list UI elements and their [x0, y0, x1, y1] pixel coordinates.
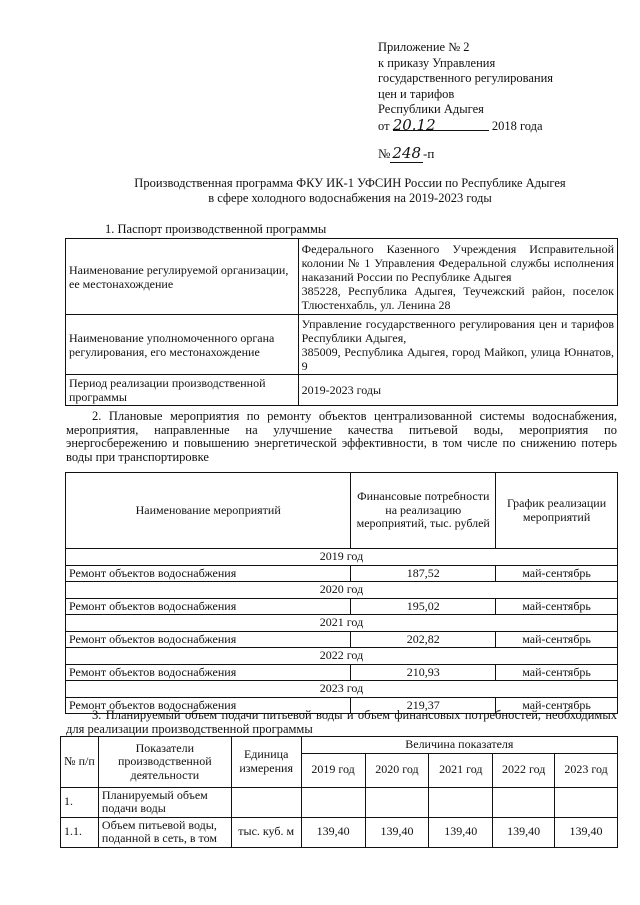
column-header: Финансовые потребности на реализацию мероприятий, тыс. рублей [351, 473, 496, 549]
appendix-date-line [378, 115, 608, 135]
table-row: Ремонт объектов водоснабжения 210,93 май-сентябрь [66, 664, 618, 681]
column-header: График реализации мероприятий [496, 473, 618, 549]
passport-label: Наименование регулируемой организации, ее местонахождение [66, 239, 299, 315]
section1-heading: 1. Паспорт производственной программы [105, 222, 327, 236]
volume-table [60, 736, 618, 848]
column-header: Показатели производственной деятельности [98, 737, 231, 788]
section2-text: 2. Плановые мероприятия по ремонту объектов централизованной системы водоснабжения, мероприятия, направленные на улучшение качества питьевой воды, мероприятия по энергосбережению и повышению энергетической эффективности, в том числе по снижению потерь воды при транспортировке [66, 409, 617, 464]
appendix-header [378, 40, 608, 134]
year-header: 2019 год [301, 753, 365, 787]
appendix-line: государственного регулирования [378, 71, 554, 85]
document-title: Производственная программа ФКУ ИК-1 УФСИН России по Республике Адыгея в сфере холодного водоснабжения на 2019-2023 годы [134, 176, 566, 205]
column-header: Единица измерения [231, 737, 301, 788]
table-row: 1.1. Объем питьевой воды, поданной в сеть, в том тыс. куб. м 139,40 139,40 139,40 139,40 139,40 [61, 817, 618, 847]
appendix-line: Приложение № 2 [378, 40, 470, 54]
year-row: 2022 год [66, 648, 618, 665]
year-row: 2020 год [66, 582, 618, 599]
table-row: Ремонт объектов водоснабжения 195,02 май-сентябрь [66, 598, 618, 615]
table-header-row [66, 473, 618, 549]
table-row [66, 375, 618, 406]
year-header: 2020 год [365, 753, 429, 787]
year-row: 2021 год [66, 615, 618, 632]
table-row [66, 239, 618, 315]
passport-label: Наименование уполномоченного органа регулирования, его местонахождение [66, 315, 299, 375]
column-header: № п/п [61, 737, 99, 788]
table-header-row [61, 737, 618, 754]
handwritten-date: 20.12 [392, 115, 436, 134]
year-header: 2023 год [555, 753, 618, 787]
measures-table [65, 472, 618, 714]
year-header: 2022 год [493, 753, 555, 787]
section3-text: 3. Планируемый объем подачи питьевой воды и объем финансовых потребностей, необходимых для реализации производственной программы [66, 708, 617, 736]
passport-value: Федерального Казенного Учреждения Исправительной колонии № 1 Управления Федеральной службы исполнения наказаний России по Республике Адыгея 385228, Республика Адыгея, Теучежский район, поселок Тлюстенхабль, ул. Ленина 28 [298, 239, 617, 315]
passport-table [65, 238, 618, 406]
column-header: Наименование мероприятий [66, 473, 351, 549]
order-number: № 248 -п [378, 144, 435, 162]
passport-value: 2019-2023 годы [298, 375, 617, 406]
date-prefix: от [378, 118, 390, 133]
table-row: Ремонт объектов водоснабжения 219,37 май-сентябрь [66, 697, 618, 714]
appendix-line: цен и тарифов [378, 86, 455, 101]
year-row: 2023 год [66, 681, 618, 698]
appendix-line: к приказу Управления [378, 55, 496, 70]
table-row [66, 315, 618, 375]
passport-value: Управление государственного регулирования цен и тарифов Республики Адыгея, 385009, Республика Адыгея, город Майкоп, улица Юннатов, 9 [298, 315, 617, 375]
handwritten-number: 248 [392, 144, 422, 162]
passport-label: Период реализации производственной программы [66, 375, 299, 406]
table-row: 1. Планируемый объем подачи воды [61, 787, 618, 817]
table-row: Ремонт объектов водоснабжения 202,82 май-сентябрь [66, 631, 618, 648]
year-row: 2019 год [66, 549, 618, 566]
column-group-header: Величина показателя [301, 737, 617, 754]
table-row: Ремонт объектов водоснабжения 187,52 май-сентябрь [66, 565, 618, 582]
appendix-line: Республики Адыгея [378, 102, 484, 116]
date-suffix: 2018 года [491, 118, 543, 133]
year-header: 2021 год [429, 753, 493, 787]
